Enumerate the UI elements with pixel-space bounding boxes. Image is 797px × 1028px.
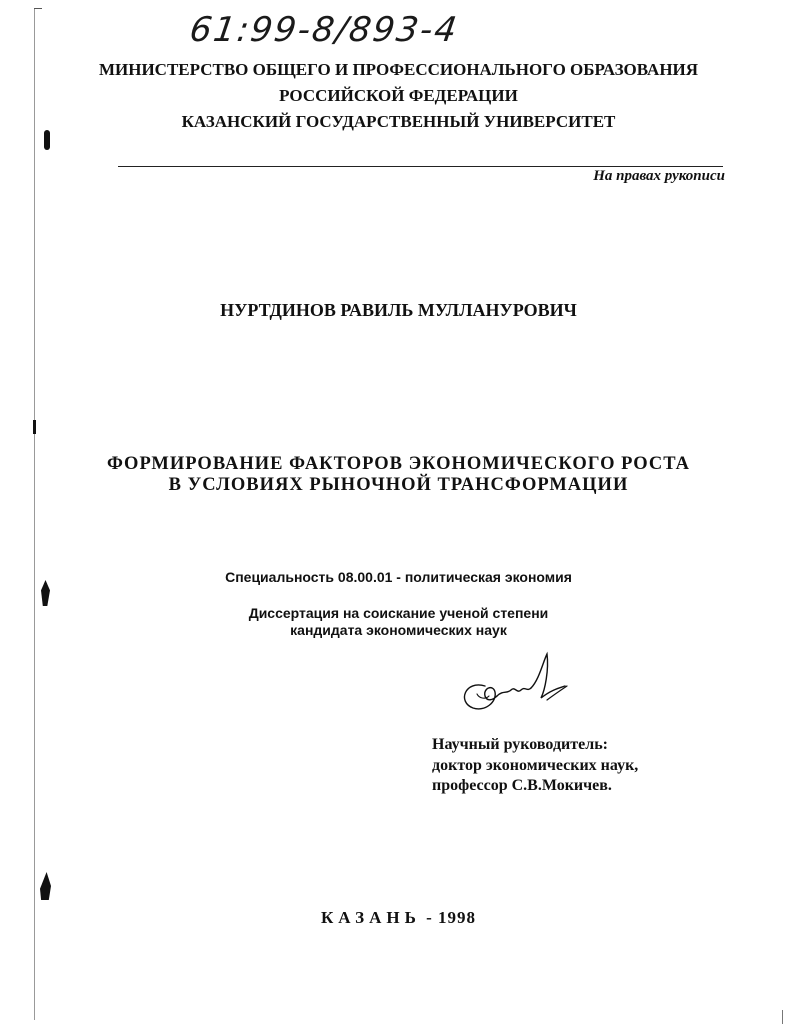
dissertation-title-line-2: В УСЛОВИЯХ РЫНОЧНОЙ ТРАНСФОРМАЦИИ xyxy=(168,475,629,495)
city: КАЗАНЬ xyxy=(320,908,421,927)
author-signature xyxy=(455,650,585,720)
city-year xyxy=(0,908,797,928)
advisor-label: Научный руководитель: xyxy=(432,736,608,753)
dissertation-title-line-1: ФОРМИРОВАНИЕ ФАКТОРОВ ЭКОНОМИЧЕСКОГО РОСТА xyxy=(106,454,691,474)
archive-number: 61:99-8/893-4 xyxy=(187,10,461,50)
specialty-line: Специальность 08.00.01 - политическая экономия xyxy=(225,569,572,585)
advisor-name: профессор С.В.Мокичев. xyxy=(432,777,612,794)
ministry-line: МИНИСТЕРСТВО ОБЩЕГО И ПРОФЕССИОНАЛЬНОГО ОБРАЗОВАНИЯ xyxy=(98,60,699,79)
degree-line-2: кандидата экономических наук xyxy=(290,622,507,638)
header-divider xyxy=(118,166,723,167)
scan-edge-mark xyxy=(782,1010,783,1024)
scan-artifact xyxy=(44,130,50,150)
advisor-degree: доктор экономических наук, xyxy=(432,757,639,774)
scan-left-border xyxy=(34,8,35,1020)
author-name: НУРТДИНОВ РАВИЛЬ МУЛЛАНУРОВИЧ xyxy=(220,300,577,320)
city-year-separator: - xyxy=(420,908,439,927)
scan-artifact xyxy=(33,420,36,434)
year: 1998 xyxy=(438,908,477,927)
scan-corner-mark xyxy=(34,8,42,9)
manuscript-note: На правах рукописи xyxy=(593,168,725,184)
scan-artifact xyxy=(40,872,51,900)
degree-line-1: Диссертация на соискание ученой степени xyxy=(248,605,549,621)
federation-line: РОССИЙСКОЙ ФЕДЕРАЦИИ xyxy=(279,86,518,105)
university-line: КАЗАНСКИЙ ГОСУДАРСТВЕННЫЙ УНИВЕРСИТЕТ xyxy=(181,112,616,131)
